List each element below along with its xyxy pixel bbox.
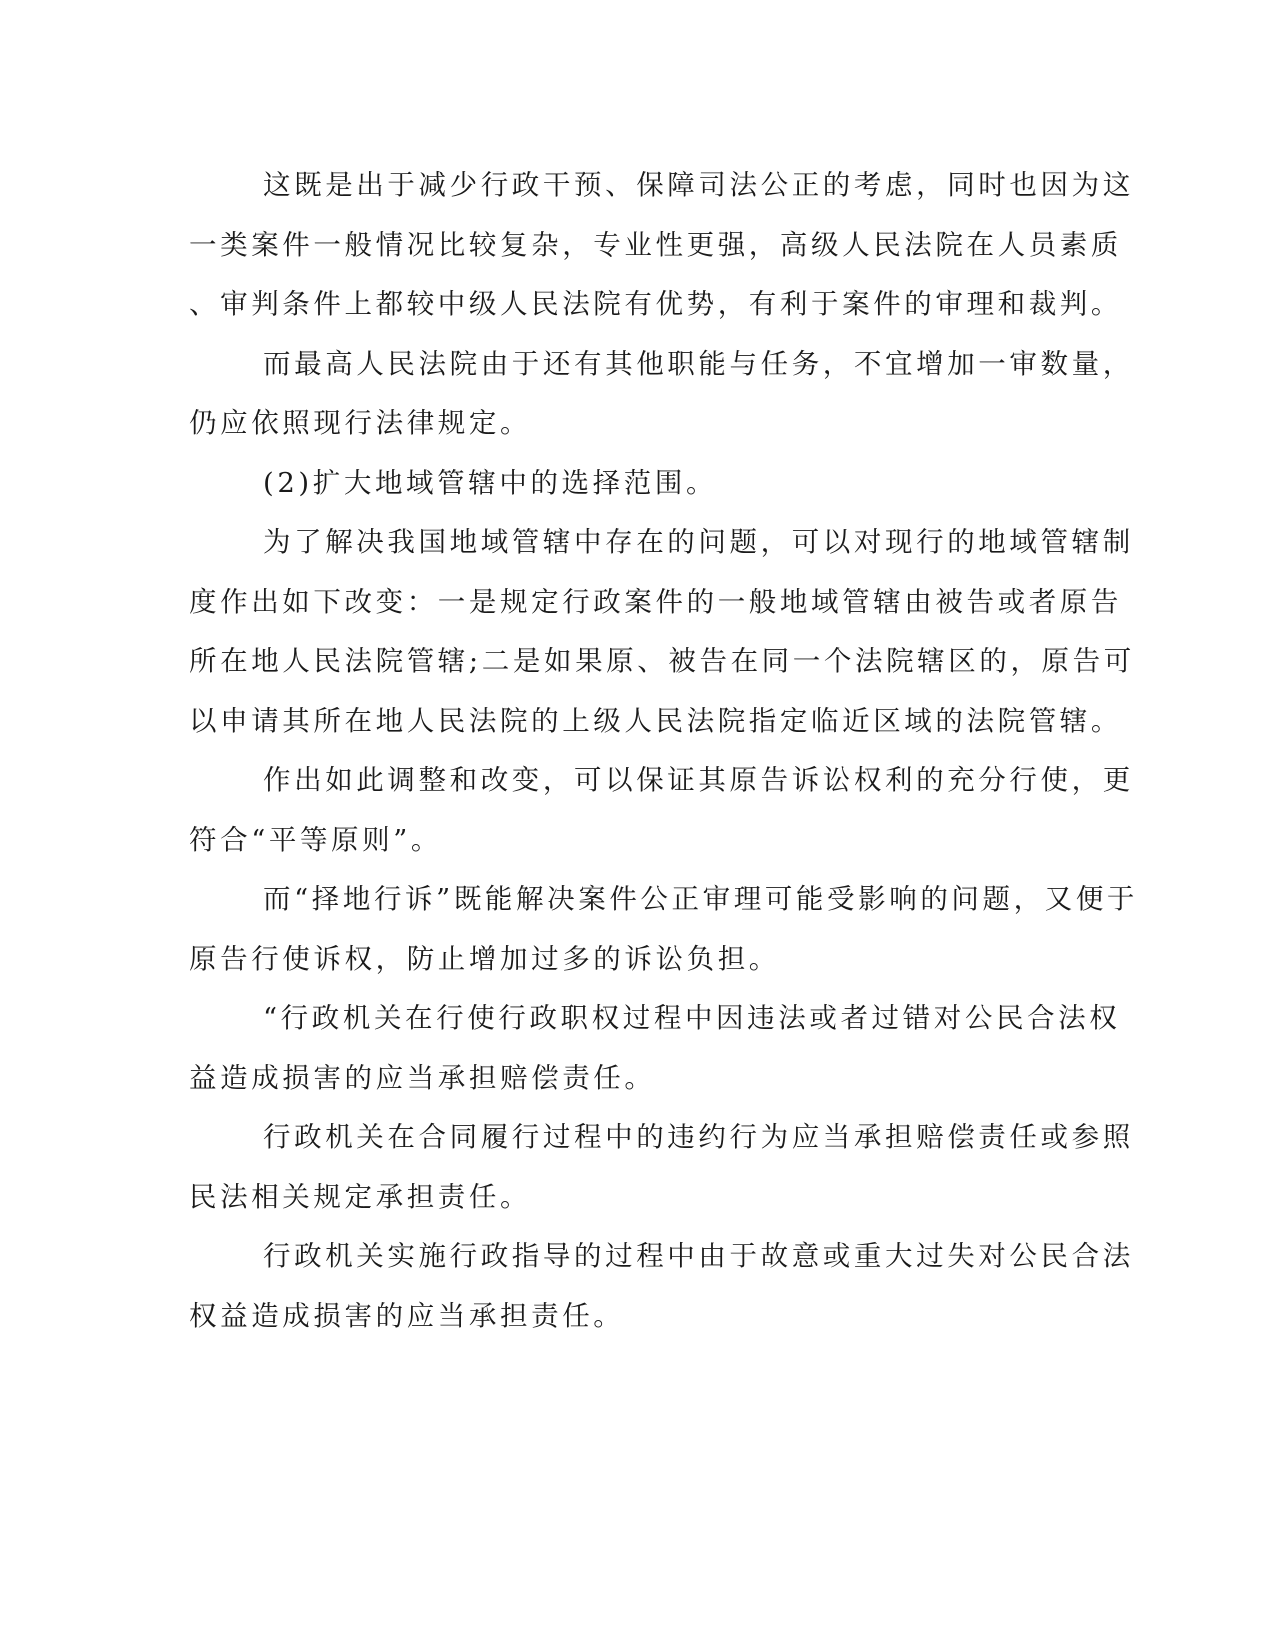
paragraph-line: 行政机关在合同履行过程中的违约行为应当承担赔偿责任或参照 [263,1121,1134,1153]
paragraph-line: 民法相关规定承担责任。 [189,1180,532,1213]
paragraph-line: (2)扩大地域管辖中的选择范围。 [263,466,718,499]
paragraph-line: 一类案件一般情况比较复杂，专业性更强，高级人民法院在人员素质 [189,228,1122,261]
paragraph-line: 以申请其所在地人民法院的上级人民法院指定临近区域的法院管辖。 [189,704,1122,737]
paragraph-line: 度作出如下改变：一是规定行政案件的一般地域管辖由被告或者原告 [189,585,1122,618]
paragraph-9 [189,1227,1134,1346]
paragraph-8 [189,1108,1134,1227]
paragraph-line: “行政机关在行使行政职权过程中因违法或者过错对公民合法权 [263,1002,1121,1034]
document-body [189,156,1139,1346]
paragraph-6 [189,870,1139,989]
paragraph-4 [189,513,1135,751]
paragraph-line: 仍应依照现行法律规定。 [189,407,532,439]
paragraph-1 [189,156,1134,335]
paragraph-line: 而最高人民法院由于还有其他职能与任务，不宜增加一审数量， [263,347,1134,380]
paragraph-5 [189,751,1134,870]
paragraph-7 [189,989,1121,1108]
paragraph-3 [189,454,1069,514]
paragraph-line: 而“择地行诉”既能解决案件公正审理可能受影响的问题，又便于 [263,883,1139,915]
paragraph-line: 原告行使诉权，防止增加过多的诉讼负担。 [189,942,780,975]
paragraph-line: 益造成损害的应当承担赔偿责任。 [189,1061,656,1094]
paragraph-line: 这既是出于减少行政干预、保障司法公正的考虑，同时也因为这 [263,169,1134,201]
paragraph-line: 所在地人民法院管辖;二是如果原、被告在同一个法院辖区的，原告可 [189,645,1135,677]
paragraph-line: 、审判条件上都较中级人民法院有优势，有利于案件的审理和裁判。 [189,288,1122,320]
paragraph-line: 行政机关实施行政指导的过程中由于故意或重大过失对公民合法 [263,1240,1134,1272]
paragraph-line: 作出如此调整和改变，可以保证其原告诉讼权利的充分行使，更 [263,764,1134,796]
paragraph-line: 符合“平等原则”。 [189,823,443,856]
paragraph-line: 为了解决我国地域管辖中存在的问题，可以对现行的地域管辖制 [263,526,1134,558]
paragraph-line: 权益造成损害的应当承担责任。 [189,1299,625,1332]
paragraph-2 [189,335,1134,454]
